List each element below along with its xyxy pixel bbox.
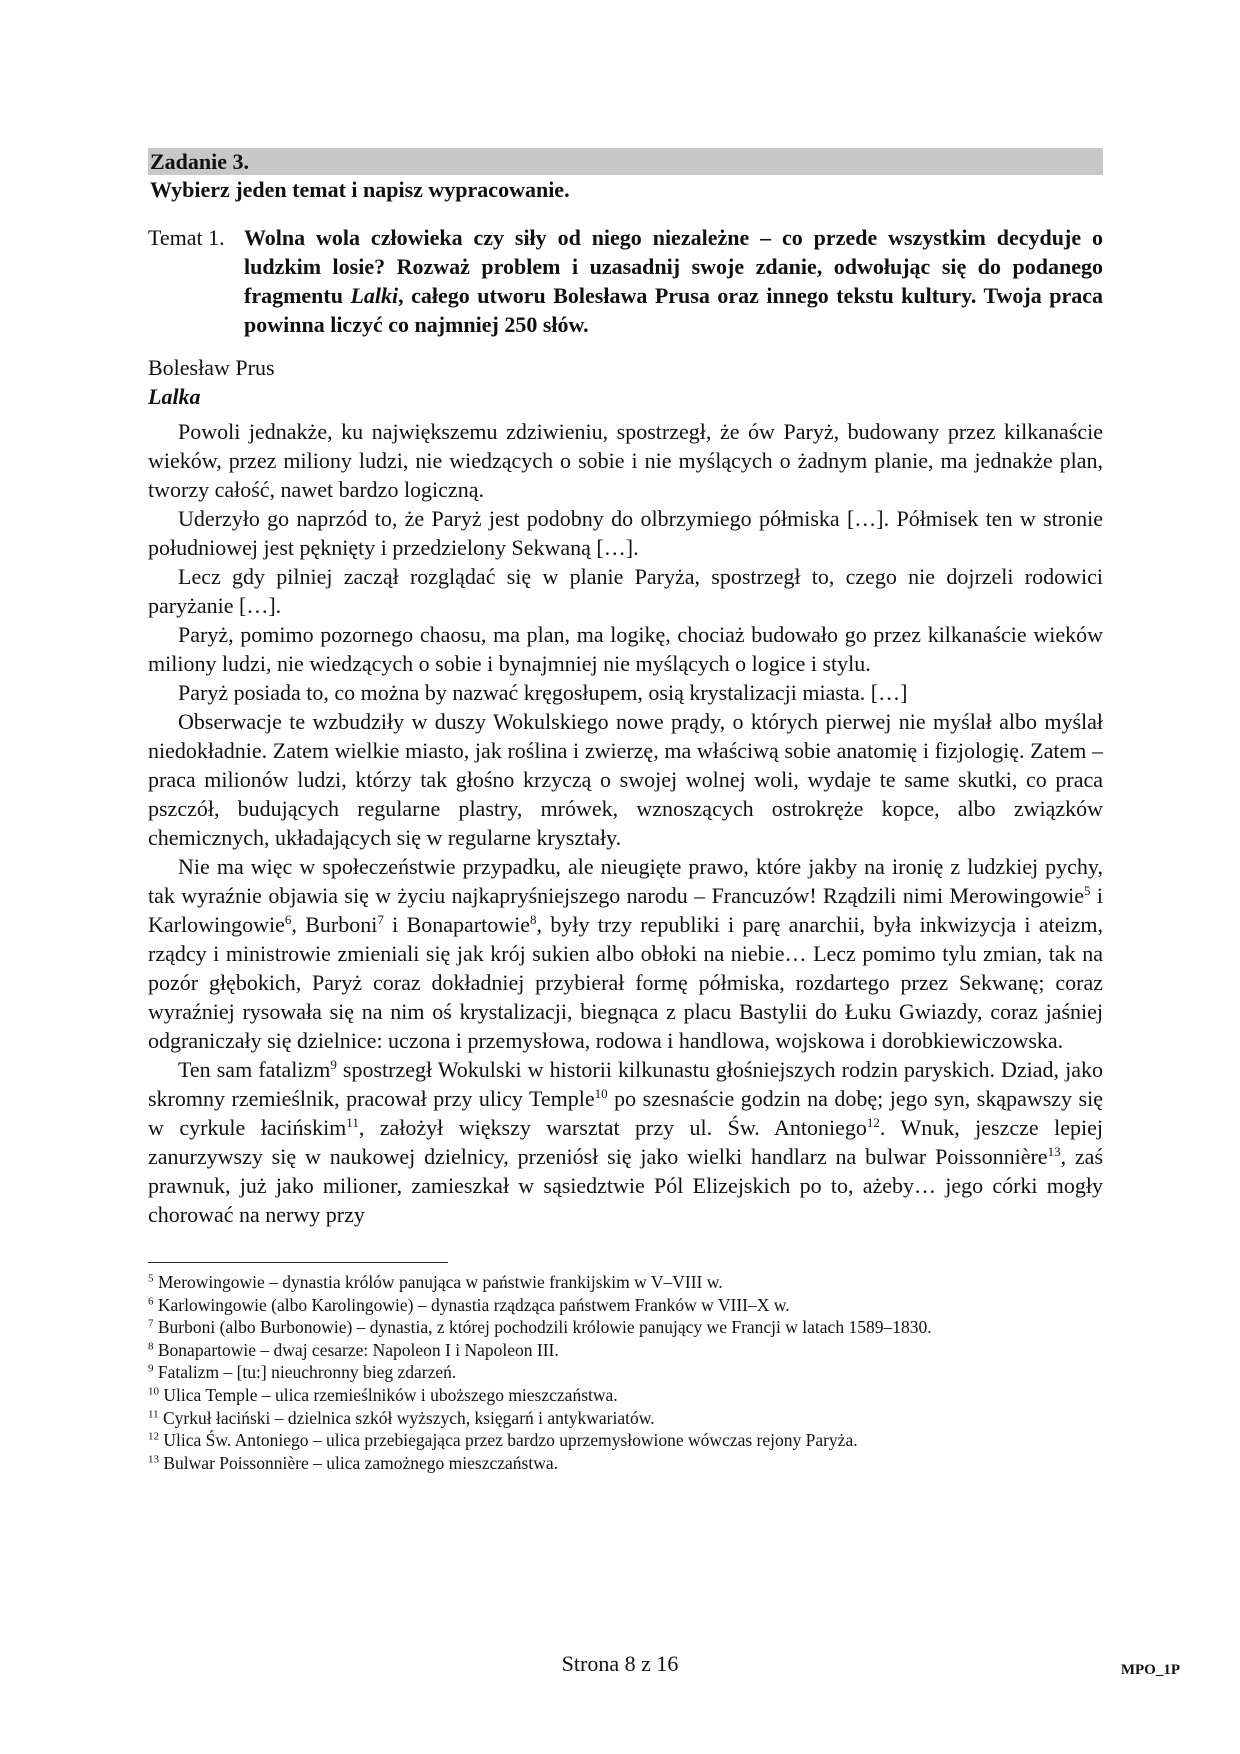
footnote-text: Ulica Temple – ulica rzemieślników i uboższego mieszczaństwa. [163, 1384, 618, 1405]
excerpt-paragraph: Paryż, pomimo pozornego chaosu, ma plan, ma logikę, chociaż budowało go przez kilkanaście wieków miliony ludzi, nie wiedzących o sobie i bynajmniej nie myślących o logice i stylu. [148, 622, 1103, 676]
footnote-number: 8 [148, 1340, 154, 1353]
footnote-number: 12 [148, 1430, 159, 1443]
excerpt-text: po szesnaście godzin na dobę; jego syn, skąpawszy się w cyrkule łacińskim [148, 1086, 1103, 1140]
footnote-text: Cyrkuł łaciński – dzielnica szkół wyższych, księgarń i antykwariatów. [162, 1407, 655, 1428]
footnote [148, 1429, 1103, 1452]
excerpt-paragraph: Uderzyło go naprzód to, że Paryż jest podobny do olbrzymiego półmiska […]. Półmisek ten w stronie południowej jest pęknięty i przedzielony Sekwaną […]. [148, 506, 1103, 560]
excerpt-text: spostrzegł Wokulski w historii kilkunastu głośniejszych rodzin paryskich. Dziad, jako skromny rzemieślnik, pracował przy ulicy Temple [148, 1057, 1103, 1111]
excerpt [148, 417, 1103, 1229]
footnote [148, 1271, 1103, 1294]
footnote [148, 1452, 1103, 1475]
footnote-text: Ulica Św. Antoniego – ulica przebiegająca przez bardzo uprzemysłowione wówczas rejony Paryża. [163, 1430, 858, 1451]
excerpt-text: , założył większy warsztat przy ul. Św. Antoniego [358, 1115, 867, 1140]
footnote-ref: 13 [1047, 1144, 1061, 1160]
footnote [148, 1339, 1103, 1362]
excerpt-text: , zaś prawnuk, już jako milioner, zamieszkał w sąsiedztwie Pól Elizejskich po to, ażeby… jego córki mogły chorować na nerwy przy [148, 1144, 1104, 1227]
source-author: Bolesław Prus [148, 355, 275, 380]
footnote-text: Fatalizm – [tu:] nieuchronny bieg zdarzeń. [157, 1362, 457, 1383]
topic-label: Temat 1. [148, 225, 225, 250]
footnote [148, 1294, 1103, 1317]
footnotes [148, 1271, 1103, 1474]
excerpt-paragraph: Powoli jednakże, ku największemu zdziwieniu, spostrzegł, że ów Paryż, budowany przez kilkanaście wieków, przez miliony ludzi, nie wiedzących o sobie i nie myślących o żadnym planie, ma jednakże plan, tworzy całość, nawet bardzo logiczną. [148, 419, 1103, 502]
excerpt-paragraph: Obserwacje te wzbudziły w duszy Wokulskiego nowe prądy, o których pierwej nie myślał albo myślał niedokładnie. Zatem wielkie miasto, jak roślina i zwierzę, ma właściwą sobie anatomię i fizjologię. Zatem – praca milionów ludzi, którzy tak głośno krzyczą o swojej wolnej woli, wydaje te same skutki, co praca pszczół, budujących regularne plastry, mrówek, wznoszących ostrokręże kopce, albo związków chemicznych, układających się w regularne kryształy. [148, 709, 1103, 850]
footnote-text: Bonapartowie – dwaj cesarze: Napoleon I i Napoleon III. [157, 1339, 559, 1360]
footnote-ref: 9 [330, 1057, 337, 1073]
footnote-number: 7 [148, 1317, 154, 1330]
footnote-divider [148, 1262, 448, 1263]
excerpt-paragraph [148, 1055, 1103, 1229]
source-title: Lalka [148, 384, 201, 409]
excerpt-paragraph [148, 852, 1103, 1055]
footnote-text: Burboni (albo Burbonowie) – dynastia, z której pochodzili królowie panujący we Francji w latach 1589–1830. [157, 1317, 932, 1338]
footnote-text: Karlowingowie (albo Karolingowie) – dynastia rządząca państwem Franków w VIII–X w. [157, 1294, 790, 1315]
topic-text-part-1: Wolna wola człowieka czy siły od niego niezależne – co przede wszystkim decyduje o ludzkim losie? Rozważ problem i uzasadnij swoje zdanie, odwołując się do podanego fragmentu [244, 225, 1103, 308]
excerpt-text: i Bonapartowie [383, 912, 530, 937]
task-instruction: Wybierz jeden temat i napisz wypracowanie. [150, 177, 570, 202]
footnote [148, 1407, 1103, 1430]
topic-1 [148, 223, 1103, 339]
footnote-ref: 10 [594, 1086, 608, 1102]
footnote-number: 13 [148, 1453, 159, 1466]
footnote-number: 9 [148, 1362, 154, 1375]
task-title: Zadanie 3. [148, 148, 1103, 175]
footnote-ref: 8 [530, 912, 537, 928]
excerpt-text: Ten sam fatalizm [178, 1057, 331, 1082]
footnote-number: 10 [148, 1385, 159, 1398]
excerpt-paragraph: Paryż posiada to, co można by nazwać kręgosłupem, osią krystalizacji miasta. […] [178, 680, 908, 705]
footnote-number: 6 [148, 1295, 154, 1307]
footnote-ref: 5 [1083, 883, 1091, 899]
topic-text [244, 223, 1103, 339]
exam-code: MPO_1P [1120, 1662, 1180, 1678]
footnote [148, 1316, 1103, 1339]
footnote-ref: 11 [346, 1115, 359, 1131]
excerpt-text: i Karlowingowie [148, 883, 1103, 937]
topic-text-part-2: , całego utworu Bolesława Prusa oraz innego tekstu kultury. Twoja praca powinna liczyć co najmniej 250 słów. [244, 283, 1103, 337]
footnote-number: 5 [148, 1272, 154, 1285]
footnote-ref: 6 [284, 912, 292, 928]
topic-work-name: Lalki [350, 283, 399, 308]
excerpt-text: Nie ma więc w społeczeństwie przypadku, ale nieugięte prawo, które jakby na ironię z ludzkiej pychy, tak wyraźnie objawia się w życiu najkapryśniejszego narodu – Francuzów! Rządzili nimi Merowingowie [148, 854, 1103, 908]
excerpt-paragraph: Lecz gdy pilniej zaczął rozglądać się w planie Paryża, spostrzegł to, czego nie dojrzeli rodowici paryżanie […]. [148, 564, 1103, 618]
footnote-ref: 7 [377, 912, 384, 928]
page-number: Strona 8 z 16 [561, 1651, 679, 1676]
footnote-number: 11 [148, 1407, 159, 1420]
excerpt-text: , były trzy republiki i parę anarchii, była inkwizycja i ateizm, rządcy i ministrowie zmieniali się jak krój sukien albo obłoki na niebie… Lecz pomimo tylu zmian, tak na pozór głębokich, Paryż coraz dokładniej przybierał formę półmiska, rozdartego przez Sekwanę; coraz wyraźniej rysowała się na nim oś krystalizacji, biegnąca z placu Bastylii do Łuku Gwiazdy, coraz jaśniej odgraniczały się dzielnice: uczona i przemysłowa, rodowa i handlowa, wojskowa i dorobkiewiczowska. [148, 912, 1103, 1053]
footnote-text: Merowingowie – dynastia królów panująca w państwie frankijskim w V–VIII w. [157, 1272, 723, 1292]
page-content [148, 148, 1103, 1474]
footnote-ref: 12 [866, 1115, 880, 1131]
excerpt-text: . Wnuk, jeszcze lepiej zanurzywszy się w naukowej dzielnicy, przeniósł się jako wielki handlarz na bulwar Poissonnière [148, 1115, 1103, 1169]
excerpt-text: , Burboni [291, 912, 378, 937]
footnote [148, 1361, 1103, 1384]
footnote-text: Bulwar Poissonnière – ulica zamożnego mieszczaństwa. [163, 1452, 558, 1473]
footnote [148, 1384, 1103, 1407]
